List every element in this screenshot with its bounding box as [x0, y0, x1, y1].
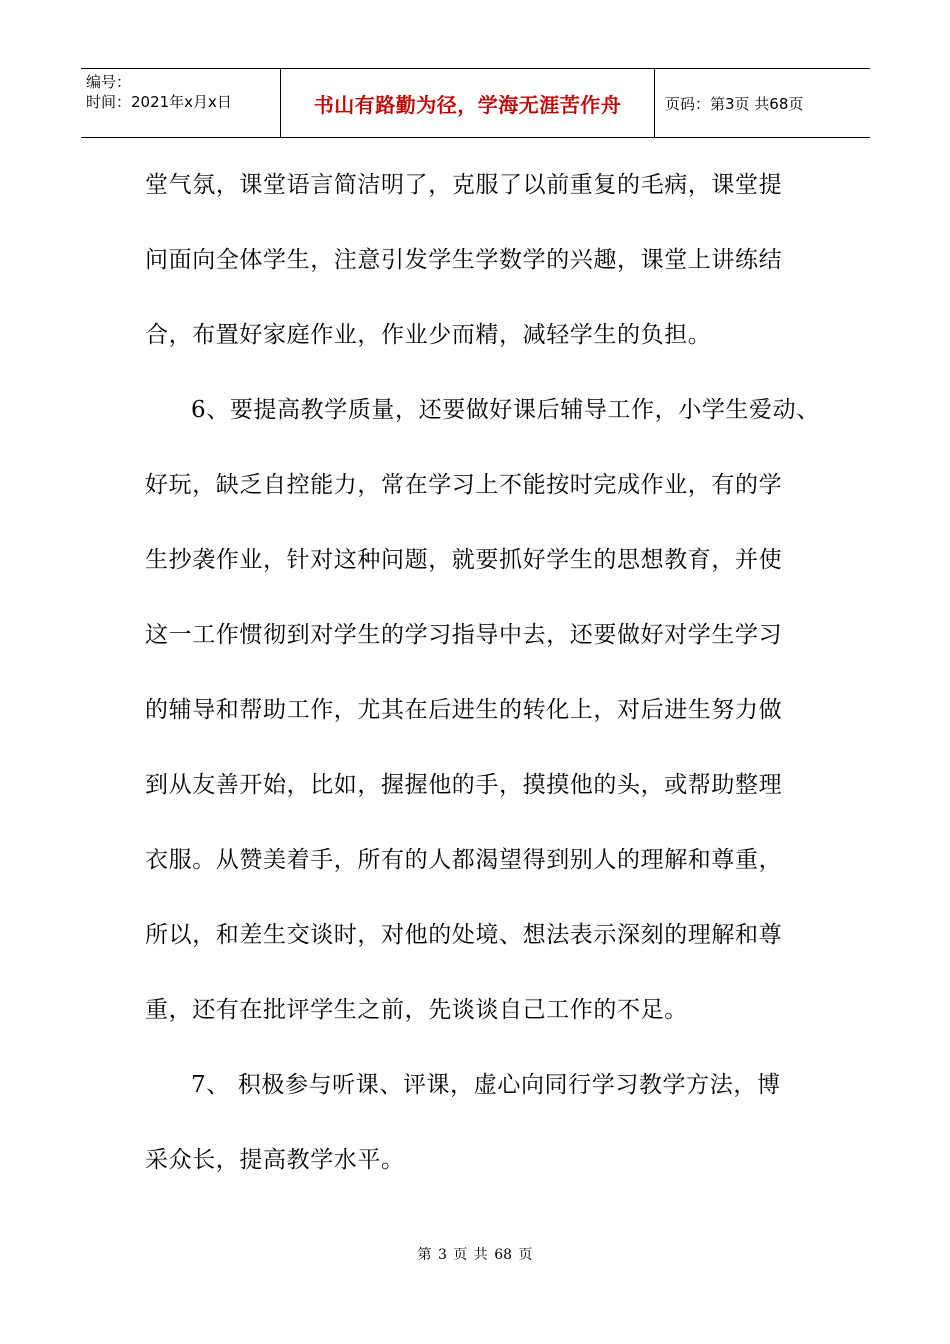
body-line: 所以，和差生交谈时，对他的处境、想法表示深刻的理解和尊	[145, 922, 783, 948]
body-line: 的辅导和帮助工作，尤其在后进生的转化上，对后进生努力做	[145, 697, 783, 723]
page-header	[81, 68, 870, 138]
body-line: 采众长，提高教学水平。	[145, 1147, 405, 1173]
header-meta	[81, 69, 281, 137]
header-motto: 书山有路勤为径，学海无涯苦作舟	[281, 69, 655, 137]
time-label: 时间：2021年x月x日	[86, 93, 232, 111]
body-line: 这一工作惯彻到对学生的学习指导中去，还要做好对学生学习	[145, 622, 783, 648]
body-line: 问面向全体学生，注意引发学生学数学的兴趣，课堂上讲练结	[145, 247, 783, 273]
body-line: 堂气氛，课堂语言简洁明了，克服了以前重复的毛病，课堂提	[145, 172, 783, 198]
page-footer: 第 3 页 共 68 页	[417, 1247, 533, 1263]
body-line: 生抄袭作业，针对这种问题，就要抓好学生的思想教育，并使	[145, 547, 783, 573]
body-line: 合，布置好家庭作业，作业少而精，减轻学生的负担。	[145, 322, 712, 348]
header-page-info: 页码：第3页 共68页	[665, 94, 804, 113]
body-line: 好玩，缺乏自控能力，常在学习上不能按时完成作业，有的学	[145, 472, 783, 498]
body-line: 衣服。从赞美着手，所有的人都渴望得到别人的理解和尊重，	[145, 847, 783, 873]
body-line: 重，还有在批评学生之前，先谈谈自己工作的不足。	[145, 997, 688, 1023]
number-label: 编号：	[86, 73, 132, 91]
body-line: 到从友善开始，比如，握握他的手，摸摸他的头，或帮助整理	[145, 772, 783, 798]
body-line: 6、要提高教学质量，还要做好课后辅导工作，小学生爱动、	[191, 397, 820, 423]
document-body	[145, 148, 820, 1198]
body-line: 7、 积极参与听课、评课，虚心向同行学习教学方法，博	[191, 1072, 781, 1098]
